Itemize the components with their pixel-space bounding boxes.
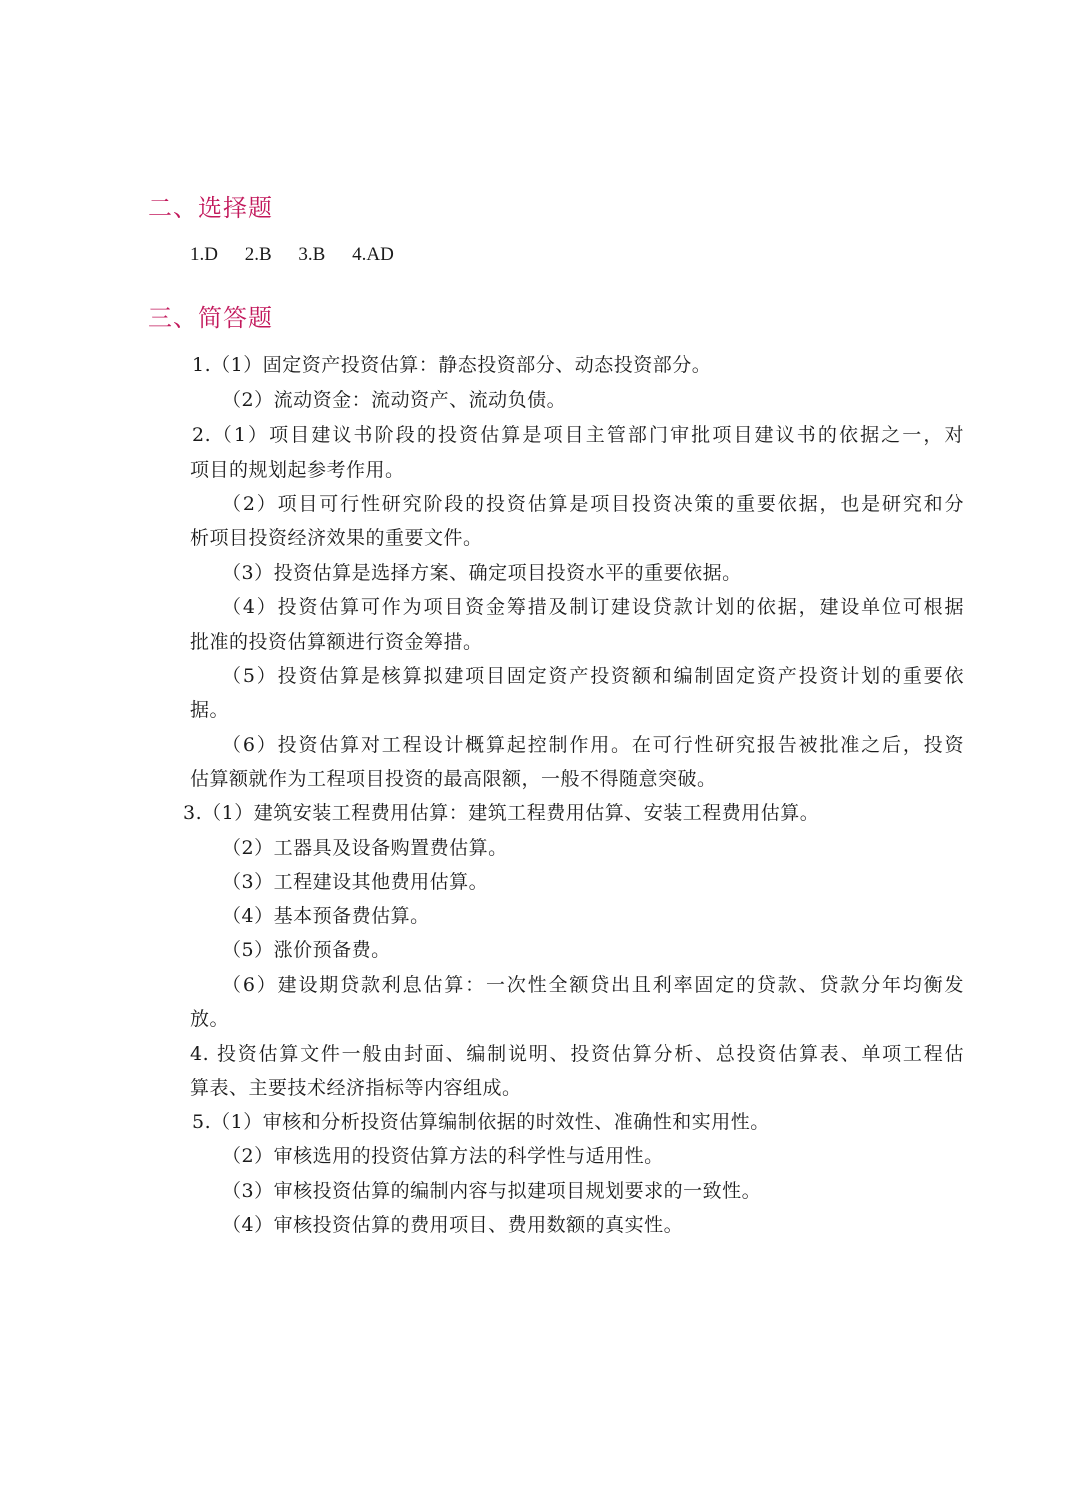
choice-answers: [190, 244, 416, 266]
answer-4: 4.AD: [352, 244, 394, 265]
answer-line: （2）审核选用的投资估算方法的科学性与适用性。: [222, 1145, 664, 1167]
answer-line: （5）涨价预备费。: [222, 939, 391, 961]
answer-line: （4）基本预备费估算。: [222, 905, 430, 927]
answer-line: 1.（1）固定资产投资估算：静态投资部分、动态投资部分。: [192, 354, 712, 376]
answer-line: 2.（1）项目建议书阶段的投资估算是项目主管部门审批项目建议书的依据之一，对: [192, 424, 964, 446]
answer-line: 项目的规划起参考作用。: [190, 459, 405, 481]
answer-line: （2）项目可行性研究阶段的投资估算是项目投资决策的重要依据，也是研究和分: [222, 493, 964, 515]
answer-line: 批准的投资估算额进行资金筹措。: [190, 631, 483, 653]
answer-line: 放。: [190, 1008, 230, 1030]
answer-line: （4）审核投资估算的费用项目、费用数额的真实性。: [222, 1214, 684, 1236]
answer-line: 3.（1）建筑安装工程费用估算：建筑工程费用估算、安装工程费用估算。: [183, 802, 820, 824]
answer-line: （2）工器具及设备购置费估算。: [222, 837, 508, 859]
answer-line: 5.（1）审核和分析投资估算编制依据的时效性、准确性和实用性。: [192, 1111, 770, 1133]
answer-line: （3）工程建设其他费用估算。: [222, 871, 489, 893]
answer-1: 1.D: [190, 244, 218, 265]
answer-line: （3）投资估算是选择方案、确定项目投资水平的重要依据。: [222, 562, 742, 584]
answer-line: 析项目投资经济效果的重要文件。: [190, 527, 483, 549]
section-title-short-answer: 三、简答题: [148, 304, 273, 332]
answer-line: （2）流动资金：流动资产、流动负债。: [222, 389, 567, 411]
section-title-choice: 二、选择题: [148, 194, 273, 222]
answer-line: 估算额就作为工程项目投资的最高限额，一般不得随意突破。: [190, 768, 717, 790]
answer-line: （5）投资估算是核算拟建项目固定资产投资额和编制固定资产投资计划的重要依: [222, 665, 964, 687]
answer-line: （3）审核投资估算的编制内容与拟建项目规划要求的一致性。: [222, 1180, 762, 1202]
answer-line: 算表、主要技术经济指标等内容组成。: [190, 1077, 522, 1099]
answer-line: （6）建设期贷款利息估算：一次性全额贷出且利率固定的贷款、贷款分年均衡发: [222, 974, 964, 996]
answer-3: 3.B: [298, 244, 326, 265]
answer-2: 2.B: [244, 244, 272, 265]
answer-line: 据。: [190, 699, 230, 721]
answer-line: （4）投资估算可作为项目资金筹措及制订建设贷款计划的依据，建设单位可根据: [222, 596, 964, 618]
answer-line: （6）投资估算对工程设计概算起控制作用。在可行性研究报告被批准之后，投资: [222, 734, 964, 756]
answer-line: 4. 投资估算文件一般由封面、编制说明、投资估算分析、总投资估算表、单项工程估: [190, 1043, 964, 1065]
